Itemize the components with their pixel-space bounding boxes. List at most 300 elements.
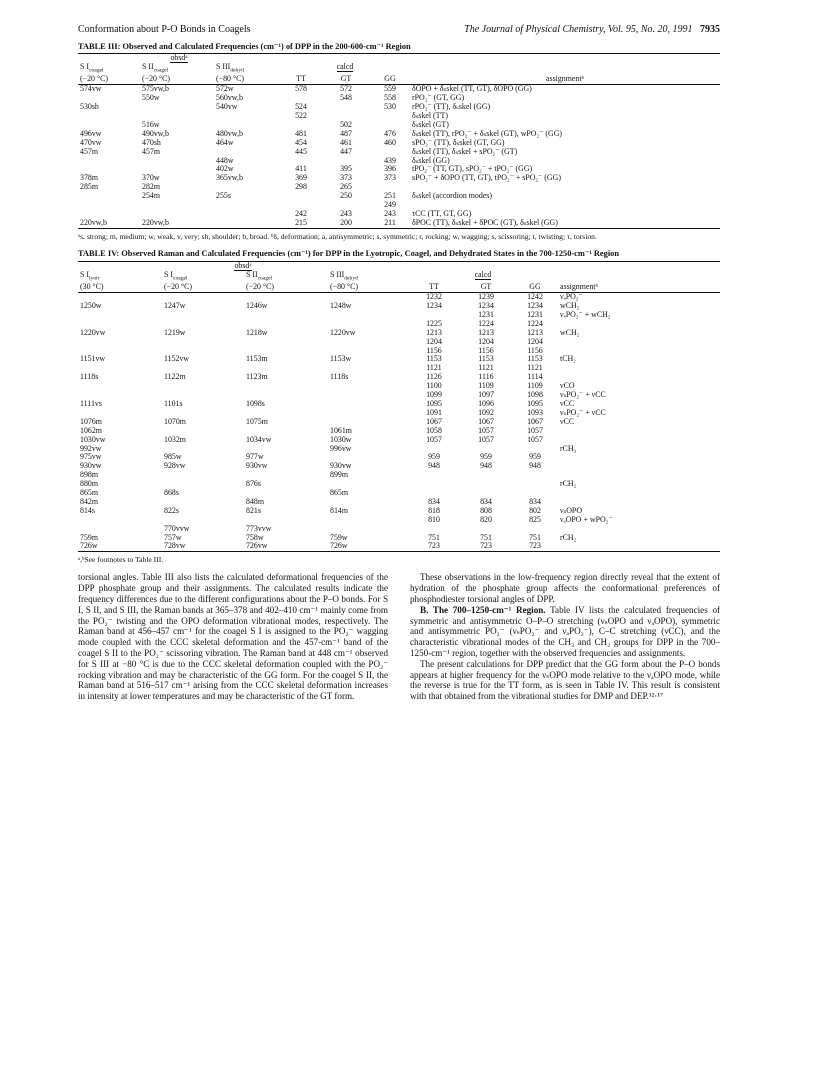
table-cell: 572 bbox=[340, 84, 352, 94]
table-cell: 522 bbox=[295, 111, 307, 121]
t3-gt-head: GT bbox=[340, 74, 352, 84]
table-cell: 1121 bbox=[426, 363, 442, 373]
table-cell: νₐPO₂⁻ + wCH₂ bbox=[560, 309, 611, 319]
table-cell: 834 bbox=[529, 496, 541, 506]
t3-tt-head: TT bbox=[296, 74, 306, 84]
table-cell: 200 bbox=[340, 217, 352, 227]
table-row bbox=[78, 489, 720, 498]
table-cell: 524 bbox=[295, 102, 307, 112]
table-cell bbox=[558, 453, 720, 462]
table-cell: δₛskel (GG) bbox=[412, 155, 450, 165]
table-cell bbox=[322, 103, 370, 112]
table-cell: 560vw,b bbox=[216, 93, 243, 103]
table-cell: 1030w bbox=[330, 434, 352, 444]
table-cell: 285m bbox=[80, 182, 98, 192]
table-row bbox=[78, 219, 720, 228]
table-row bbox=[78, 174, 720, 183]
table-cell: 251 bbox=[384, 191, 396, 201]
table-cell bbox=[140, 157, 214, 166]
table-cell: 723 bbox=[529, 541, 541, 551]
table-cell: 948 bbox=[480, 461, 492, 471]
table3 bbox=[78, 53, 720, 229]
table-cell: wCH₂ bbox=[560, 301, 580, 310]
table-cell: 243 bbox=[384, 208, 396, 218]
table-cell: 1101s bbox=[164, 398, 183, 408]
table-cell: 396 bbox=[384, 164, 396, 174]
table-cell: 1093 bbox=[527, 407, 543, 417]
table4-obsd-label: obsdᵃ bbox=[234, 260, 252, 270]
table-cell: 808 bbox=[480, 505, 492, 515]
table4-footnote: ᵃ,ᵇSee footnotes to Table III. bbox=[78, 555, 164, 565]
running-header bbox=[78, 24, 720, 36]
table4 bbox=[78, 261, 720, 553]
table-cell: 242 bbox=[295, 208, 307, 218]
table-cell: 254m bbox=[142, 191, 160, 201]
table-cell: 490vw,b bbox=[142, 128, 169, 138]
table-cell: 1034vw bbox=[246, 434, 272, 444]
table-cell: 814s bbox=[80, 505, 95, 515]
table-cell: 1062m bbox=[80, 425, 102, 435]
table-cell bbox=[558, 347, 720, 356]
table-cell: 1057 bbox=[478, 425, 494, 435]
table-cell: 516w bbox=[142, 119, 160, 129]
table-cell: 1231 bbox=[478, 309, 494, 319]
table-cell: δPOC (TT), δₛskel + δPOC (GT), δₛskel (GG) bbox=[412, 217, 558, 227]
table-cell bbox=[328, 391, 408, 400]
table-cell bbox=[512, 480, 558, 489]
table-cell: δₛskel (TT), δₛskel + sPO₂⁻ (GT) bbox=[412, 146, 518, 156]
table-row bbox=[78, 201, 720, 210]
table-cell: 865m bbox=[330, 488, 348, 498]
table-cell: 759w bbox=[330, 532, 348, 542]
table-cell: 1109 bbox=[478, 381, 494, 391]
table-cell: 457m bbox=[142, 146, 160, 156]
table-cell: 1057 bbox=[478, 434, 494, 444]
table-cell: νₛPO₂⁻ + νCC bbox=[560, 390, 606, 400]
table-cell: 1153 bbox=[527, 354, 543, 364]
table-cell: 1153w bbox=[330, 354, 352, 364]
right-paragraph-2 bbox=[410, 605, 720, 659]
table-cell bbox=[214, 210, 280, 219]
table-cell: 550w bbox=[142, 93, 160, 103]
table-cell: sPO₂⁻ + δOPO (TT, GT), tPO₂⁻ + sPO₂⁻ (GG) bbox=[412, 173, 561, 183]
t4-col4-temp: (−80 °C) bbox=[330, 282, 358, 292]
table-cell bbox=[78, 112, 140, 121]
running-title: Conformation about P-O Bonds in Coagels bbox=[78, 24, 251, 35]
table-cell: 726vw bbox=[246, 541, 268, 551]
table-cell: 1099 bbox=[426, 390, 442, 400]
table-cell: 255s bbox=[216, 191, 231, 201]
table3-obsd-label: obsdᵃ bbox=[170, 53, 188, 62]
table-cell: 548 bbox=[340, 93, 352, 103]
table-cell: 1061m bbox=[330, 425, 352, 435]
table-cell: νCO bbox=[560, 381, 575, 391]
table-row bbox=[78, 165, 720, 174]
table-cell: 959 bbox=[529, 452, 541, 462]
table-cell: 265 bbox=[340, 182, 352, 192]
table-cell: 1220vw bbox=[330, 327, 356, 337]
table-cell: 1097 bbox=[478, 390, 494, 400]
table-row bbox=[78, 302, 720, 311]
table-cell bbox=[78, 516, 162, 525]
table-cell: 1156 bbox=[527, 345, 543, 355]
table-cell: 530sh bbox=[80, 102, 99, 112]
table-row bbox=[78, 507, 720, 516]
table-cell: rPO₂⁻ (GT, GG) bbox=[412, 93, 465, 103]
table-cell: 1095 bbox=[527, 398, 543, 408]
t4-tt-head: TT bbox=[429, 282, 439, 292]
table-cell: 1156 bbox=[426, 345, 442, 355]
table3-caption: TABLE III: Observed and Calculated Frequencies (cm⁻¹) of DPP in the 200-600-cm⁻¹ Region bbox=[78, 42, 411, 51]
t3-col2-temp: (−20 °C) bbox=[142, 74, 170, 84]
table-cell: 770vvw bbox=[164, 523, 190, 533]
table-cell: 818 bbox=[428, 505, 440, 515]
table-cell: 1118s bbox=[330, 372, 349, 382]
table-cell: 825 bbox=[529, 514, 541, 524]
table-row bbox=[78, 542, 720, 551]
table-cell bbox=[78, 338, 162, 347]
table-cell bbox=[162, 382, 244, 391]
table-cell: 578 bbox=[295, 84, 307, 94]
table-cell bbox=[328, 311, 408, 320]
t4-col1-head: S $I_{lyotr}$ bbox=[80, 269, 100, 282]
table-cell: 220vw,b bbox=[80, 217, 107, 227]
table-cell: 1248w bbox=[330, 301, 352, 310]
t4-assign-head: assignmentᵇ bbox=[560, 282, 598, 292]
table-row bbox=[78, 355, 720, 364]
table-cell: 402w bbox=[216, 164, 234, 174]
table-row bbox=[78, 382, 720, 391]
t4-gg-head: GG bbox=[529, 282, 541, 292]
table-cell: 848m bbox=[246, 496, 264, 506]
table-cell bbox=[460, 480, 512, 489]
table-cell bbox=[558, 364, 720, 373]
table-row bbox=[78, 436, 720, 445]
table-cell bbox=[244, 338, 328, 347]
table-cell bbox=[558, 471, 720, 480]
table-cell: wCH₂ bbox=[560, 327, 580, 337]
table-cell: 1204 bbox=[478, 336, 494, 346]
table-cell bbox=[512, 471, 558, 480]
table-cell: 370w bbox=[142, 173, 160, 183]
table-row bbox=[78, 85, 720, 94]
table-cell: 1121 bbox=[527, 363, 543, 373]
table-cell: 1121 bbox=[478, 363, 494, 373]
table-cell: 559 bbox=[384, 84, 396, 94]
table-cell: tCH₂ bbox=[560, 354, 576, 364]
table-cell: 476 bbox=[384, 128, 396, 138]
table-row bbox=[78, 471, 720, 480]
table-cell bbox=[162, 311, 244, 320]
table-cell bbox=[78, 201, 140, 210]
table-cell: 1225 bbox=[426, 318, 442, 328]
table-cell: 464w bbox=[216, 137, 234, 147]
table-cell: 948 bbox=[428, 461, 440, 471]
table3-footnote: ᵃs, strong; m, medium; w, weak, v, very; sh, shoulder; b, broad. ᵇδ, deformation; a, antisymmetric; s, symmetric; r, rocking; w, wagging; s, scissoring; t, twisting; τ, torsion. bbox=[78, 231, 597, 241]
table-cell: 876s bbox=[246, 479, 261, 489]
section-heading: B. The 700–1250-cm⁻¹ Region. bbox=[420, 604, 546, 615]
table-cell: 282m bbox=[142, 182, 160, 192]
table-cell: 220vw,b bbox=[142, 217, 169, 227]
table-cell: 948 bbox=[529, 461, 541, 471]
table-row bbox=[78, 418, 720, 427]
table-cell: rPO₂⁻ (TT), δₛskel (GG) bbox=[412, 102, 491, 112]
table-cell: 1109 bbox=[527, 381, 543, 391]
table-cell: 992vw bbox=[80, 443, 102, 453]
table-cell: 1224 bbox=[478, 318, 494, 328]
table-cell: 1126 bbox=[426, 372, 442, 382]
table-cell: 1098s bbox=[246, 398, 265, 408]
journal-page bbox=[78, 24, 720, 702]
table-cell: 243 bbox=[340, 208, 352, 218]
table-cell: 996vw bbox=[330, 443, 352, 453]
table-cell: 842m bbox=[80, 496, 98, 506]
table-cell: sPO₂⁻ (TT), δₛskel (GT, GG) bbox=[412, 137, 505, 147]
table-cell: 834 bbox=[428, 496, 440, 506]
t4-col2-temp: (−20 °C) bbox=[164, 282, 192, 292]
table-cell: 1220vw bbox=[80, 327, 106, 337]
table-cell: 814m bbox=[330, 505, 348, 515]
table-cell: 975vw bbox=[80, 452, 102, 462]
table-cell: 1030vw bbox=[80, 434, 106, 444]
table-cell: νCC bbox=[560, 416, 575, 426]
table-cell bbox=[370, 112, 410, 121]
t3-col3-temp: (−80 °C) bbox=[216, 74, 244, 84]
table-cell bbox=[214, 201, 280, 210]
table-cell bbox=[558, 525, 720, 534]
t4-col3-head: S $II_{coagel}$ bbox=[246, 269, 273, 282]
table-cell bbox=[558, 462, 720, 471]
table-row bbox=[78, 94, 720, 103]
table-row bbox=[78, 112, 720, 121]
table-row bbox=[78, 157, 720, 166]
table-cell: νₐOPO + wPO₂⁻ bbox=[560, 514, 613, 524]
journal-name: The Journal of Physical Chemistry, Vol. 95, No. 20, 1991 bbox=[464, 24, 693, 35]
right-paragraph-2-text: Table IV lists the calculated frequencies of symmetric and antisymmetric O–P–O stretching (νₛOPO and νₐOPO), symmetric and antisymmetric PO₂⁻ (νₛPO₂⁻ and νₐPO₂⁻), C–C stretching (νCC), and the characteristic vibrational modes of the CH₃ and CH₂ groups for DPP in the 700–1250-cm⁻¹ region, together with the observed frequencies and assignments. bbox=[410, 604, 721, 658]
table-cell: 1098 bbox=[527, 390, 543, 400]
table-cell: 865m bbox=[80, 488, 98, 498]
table-cell: tPO₂⁻ (TT, GT), sPO₂⁻ + tPO₂⁻ (GG) bbox=[412, 164, 533, 174]
table-cell bbox=[558, 427, 720, 436]
t3-col3-head: S $III_{dehyd}$ bbox=[216, 61, 244, 74]
table-cell: 726w bbox=[330, 541, 348, 551]
right-paragraph-1: These observations in the low-frequency region directly reveal that the extent of hydration of the phosphate group affects the conformational preferences of phosphodiester torsional angles of DPP. bbox=[410, 572, 720, 604]
table-cell: νCC bbox=[560, 398, 575, 408]
table-cell: 1246w bbox=[246, 301, 268, 310]
table-cell bbox=[214, 219, 280, 228]
left-paragraph: torsional angles. Table III also lists the calculated deformational frequencies of the DPP phosphate group and their assignments. The calculated results indicate the frequency differences due to the different configurations about the P–O bonds. For S I, S II, and S III, the Raman bands at 365–378 and 402–410 cm⁻¹ mainly come from the PO₂⁻ twisting and the OPO deformation vibrational modes, respectively. The Raman band at 456–457 cm⁻¹ for the coagel S I is assigned to the PO₂⁻ wagging mode coupled with the CCC skeletal deformation and the 457-cm⁻¹ band of the coagel S II to the PO₂⁻ scissoring vibration. The Raman band at 448 cm⁻¹ observed for S III at −80 °C is due to the CCC skeletal deformation coupled with the PO₂⁻ rocking vibration and may be characteristic of the GG form. For the coagel S II, the Raman band at 516–517 cm⁻¹ arising from the CCC skeletal deformation increases in intensity at lower temperatures and may be characteristic of the GT form. bbox=[78, 572, 388, 702]
t3-assign-head: assignmentᵇ bbox=[546, 74, 584, 84]
table-cell: 1116 bbox=[478, 372, 494, 382]
table-cell: 751 bbox=[428, 532, 440, 542]
table-cell: 1118s bbox=[80, 372, 99, 382]
table-cell bbox=[328, 338, 408, 347]
table-cell: 1096 bbox=[478, 398, 494, 408]
table4-calcd-label: calcd bbox=[474, 269, 492, 279]
table-cell: 1100 bbox=[426, 381, 442, 391]
table-cell: 454 bbox=[295, 137, 307, 147]
table-cell: 930vw bbox=[330, 461, 352, 471]
table-cell: 373 bbox=[340, 173, 352, 183]
table-cell: 820 bbox=[480, 514, 492, 524]
table-cell bbox=[78, 311, 162, 320]
table-cell: 959 bbox=[428, 452, 440, 462]
table-cell: 1091 bbox=[426, 407, 442, 417]
table-cell: 1075m bbox=[246, 416, 268, 426]
table-cell: 445 bbox=[295, 146, 307, 156]
table-cell: 928vw bbox=[164, 461, 186, 471]
table-cell: 1114 bbox=[527, 372, 543, 382]
table-cell: 470vw bbox=[80, 137, 102, 147]
table-cell: 899m bbox=[330, 470, 348, 480]
table-cell: 1219w bbox=[164, 327, 186, 337]
table-cell: 898m bbox=[80, 470, 98, 480]
table-row bbox=[78, 130, 720, 139]
table-cell: 930vw bbox=[80, 461, 102, 471]
table-cell: 378m bbox=[80, 173, 98, 183]
table-cell: 868s bbox=[164, 488, 179, 498]
table-cell: 480vw,b bbox=[216, 128, 243, 138]
table-cell: 369 bbox=[295, 173, 307, 183]
table-row bbox=[78, 121, 720, 130]
table-cell: 751 bbox=[480, 532, 492, 542]
table-row bbox=[78, 329, 720, 338]
table-cell: 1092 bbox=[478, 407, 494, 417]
table-cell bbox=[328, 400, 408, 409]
table-cell bbox=[140, 103, 214, 112]
table-cell: 481 bbox=[295, 128, 307, 138]
table-cell: 496vw bbox=[80, 128, 102, 138]
journal-citation bbox=[464, 24, 720, 36]
table-cell: 211 bbox=[384, 217, 396, 227]
table-cell bbox=[558, 542, 720, 551]
table-cell: 880m bbox=[80, 479, 98, 489]
table-cell: 1213 bbox=[527, 327, 543, 337]
table-cell: 460 bbox=[384, 137, 396, 147]
table-cell bbox=[162, 338, 244, 347]
table-cell: 1153 bbox=[478, 354, 494, 364]
table-cell bbox=[244, 311, 328, 320]
table-cell: 558 bbox=[384, 93, 396, 103]
table-cell: 530 bbox=[384, 102, 396, 112]
table-cell: τCC (TT, GT, GG) bbox=[412, 208, 472, 218]
table-cell bbox=[78, 382, 162, 391]
table-cell: 977w bbox=[246, 452, 264, 462]
table-cell bbox=[328, 409, 408, 418]
table-cell: 773vvw bbox=[246, 523, 272, 533]
table-row bbox=[78, 103, 720, 112]
table-cell bbox=[558, 320, 720, 329]
table-cell bbox=[140, 201, 214, 210]
table-cell: 1204 bbox=[527, 336, 543, 346]
table-cell: 1057 bbox=[426, 434, 442, 444]
table-cell: 439 bbox=[384, 155, 396, 165]
table-cell: 1218w bbox=[246, 327, 268, 337]
table-cell: 1111vs bbox=[80, 398, 102, 408]
table-cell: 1058 bbox=[426, 425, 442, 435]
table-cell bbox=[244, 382, 328, 391]
table-row bbox=[78, 148, 720, 157]
table-cell bbox=[408, 471, 460, 480]
table-cell: 373 bbox=[384, 173, 396, 183]
table-cell: 575vw,b bbox=[142, 84, 169, 94]
table-cell: 834 bbox=[480, 496, 492, 506]
table-cell: 1232 bbox=[426, 292, 442, 302]
table-cell: νₐPO₂⁻ bbox=[560, 292, 583, 302]
table-row bbox=[78, 210, 720, 219]
table-cell: 726w bbox=[80, 541, 98, 551]
table-row bbox=[78, 373, 720, 382]
table-cell: νₛPO₂⁻ + νCC bbox=[560, 407, 606, 417]
table4-caption: TABLE IV: Observed Raman and Calculated Frequencies (cm⁻¹) for DPP in the Lyotropic, Coagel, and Dehydrated States in the 700-1250-cm⁻¹ Region bbox=[78, 248, 620, 258]
table-cell: δₛskel (accordion modes) bbox=[412, 191, 492, 201]
table-cell bbox=[558, 498, 720, 507]
t4-col2-head: S $I_{coagel}$ bbox=[164, 269, 188, 282]
table-cell: 1070m bbox=[164, 416, 186, 426]
table-cell: 411 bbox=[295, 164, 307, 174]
table-cell: 448w bbox=[216, 155, 234, 165]
table-cell: 810 bbox=[428, 514, 440, 524]
t3-col2-head: S $II_{coagel}$ bbox=[142, 61, 169, 74]
table-cell: 1204 bbox=[426, 336, 442, 346]
table-cell: 461 bbox=[340, 137, 352, 147]
table-cell: 487 bbox=[340, 128, 352, 138]
page-number: 7935 bbox=[700, 24, 720, 35]
table-cell: 1152vw bbox=[164, 354, 190, 364]
table-cell: 1231 bbox=[527, 309, 543, 319]
table-cell: 457m bbox=[80, 146, 98, 156]
table-cell: 1076m bbox=[80, 416, 102, 426]
table-row bbox=[78, 192, 720, 201]
table-cell: 1247w bbox=[164, 301, 186, 310]
table-cell: 1123m bbox=[246, 372, 268, 382]
table-cell: 758w bbox=[246, 532, 264, 542]
table-cell: 728vw bbox=[164, 541, 186, 551]
table-cell: 1213 bbox=[426, 327, 442, 337]
table-cell: 250 bbox=[340, 191, 352, 201]
table-cell: δₛskel (TT) bbox=[412, 111, 448, 121]
table-cell bbox=[328, 516, 408, 525]
table-cell: 751 bbox=[529, 532, 541, 542]
table-cell: δₛskel (TT), rPO₂⁻ + δₛskel (GT), wPO₂⁻ (GG) bbox=[412, 128, 563, 138]
table-cell bbox=[328, 382, 408, 391]
table-cell: rCH₃ bbox=[560, 443, 577, 453]
table-cell: 1057 bbox=[527, 425, 543, 435]
t3-col1-temp: (−20 °C) bbox=[80, 74, 108, 84]
table-cell: 1213 bbox=[478, 327, 494, 337]
table-cell: 759m bbox=[80, 532, 98, 542]
t4-col4-head: S $III_{dehyd}$ bbox=[330, 269, 358, 282]
table-cell: 1153 bbox=[426, 354, 442, 364]
body-columns bbox=[78, 572, 720, 702]
t3-gg-head: GG bbox=[384, 74, 396, 84]
table-cell bbox=[280, 192, 322, 201]
table-cell bbox=[558, 436, 720, 445]
table-cell: 1239 bbox=[478, 292, 494, 302]
table-cell: 1234 bbox=[426, 301, 442, 310]
table-cell: 540vw bbox=[216, 102, 238, 112]
table-cell: 365vw,b bbox=[216, 173, 243, 183]
table-cell bbox=[78, 157, 140, 166]
table-cell: 802 bbox=[529, 505, 541, 515]
table-cell: 215 bbox=[295, 217, 307, 227]
table-cell: rCH₂ bbox=[560, 532, 577, 542]
table-cell bbox=[408, 480, 460, 489]
table-cell: δOPO + δₛskel (TT, GT), δOPO (GG) bbox=[412, 84, 532, 94]
table-cell bbox=[162, 471, 244, 480]
table-cell: 1242 bbox=[527, 292, 543, 302]
table-cell bbox=[558, 338, 720, 347]
